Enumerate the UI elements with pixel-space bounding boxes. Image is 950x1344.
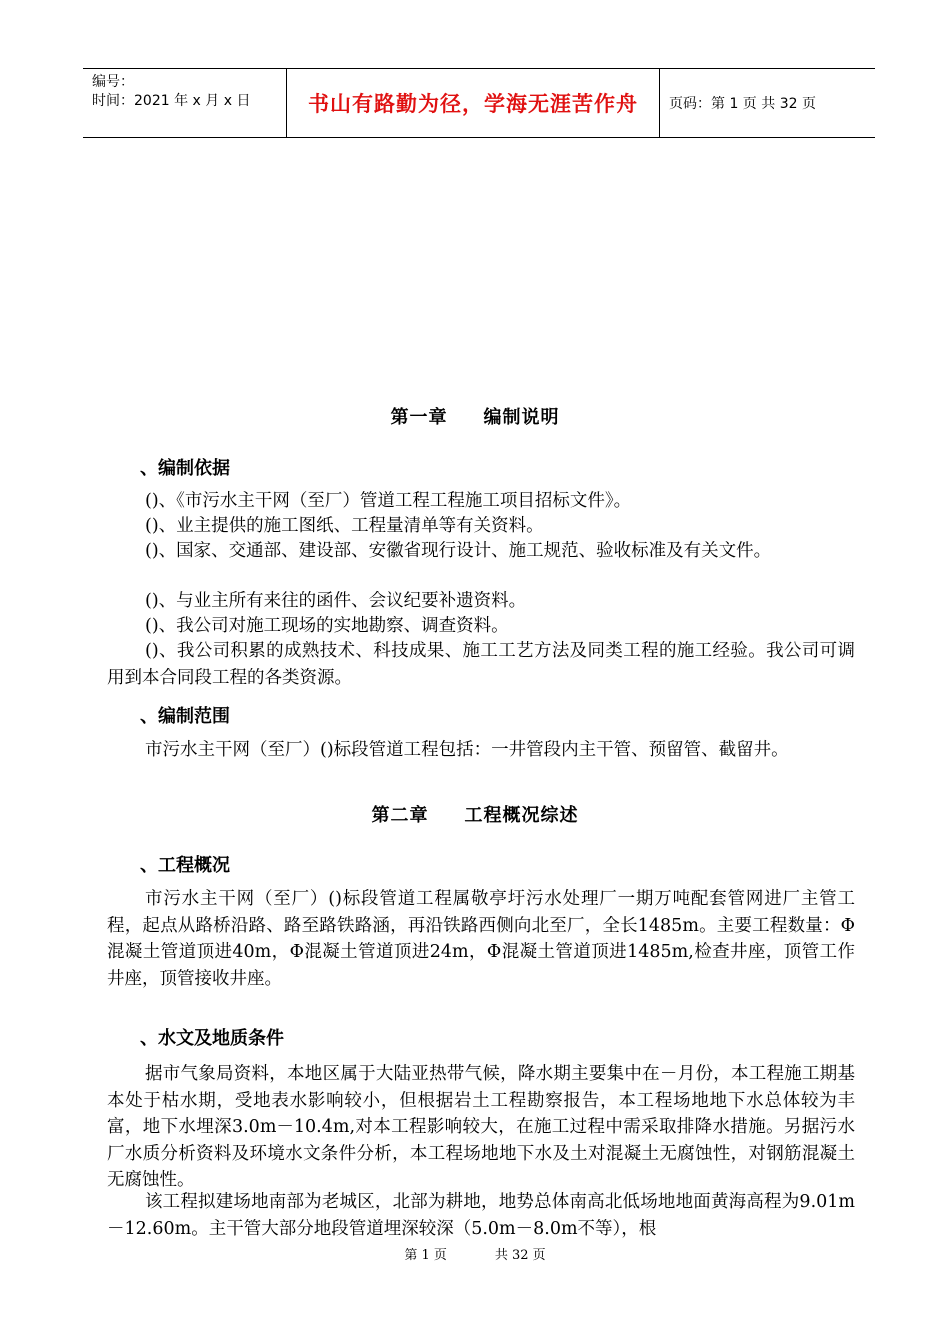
chapter-name: 编制说明 bbox=[483, 407, 560, 428]
section-heading: 、编制范围 bbox=[140, 706, 230, 727]
paragraph: 市污水主干网（至厂）()标段管道工程包括：一井管段内主干管、预留管、截留井。 bbox=[145, 740, 789, 760]
list-item: ()、与业主所有来往的函件、会议纪要补遗资料。 bbox=[145, 591, 527, 611]
time-label: 时间：2021 年 x 月 x 日 bbox=[92, 93, 251, 109]
header-meta bbox=[83, 69, 285, 137]
paragraph: 市污水主干网（至厂）()标段管道工程属敬亭圩污水处理厂一期万吨配套管网进厂主管工程，起点从路桥沿路、路至路铁路涵，再沿铁路西侧向北至厂，全长1485m。主要工程数量：Φ混凝土管道顶进40m，Φ混凝土管道顶进24m，Φ混凝土管道顶进1485m,检查井座，顶管工作井座，顶管接收井座。 bbox=[107, 889, 855, 989]
list-item: ()、《市污水主干网（至厂）管道工程工程施工项目招标文件》。 bbox=[145, 491, 632, 511]
chapter-name: 工程概况综述 bbox=[464, 805, 579, 826]
header-divider bbox=[659, 69, 660, 137]
list-item: ()、我公司对施工现场的实地勘察、调查资料。 bbox=[145, 616, 509, 636]
section-heading: 、工程概况 bbox=[140, 855, 230, 876]
header-motto: 书山有路勤为径，学海无涯苦作舟 bbox=[308, 92, 638, 116]
chapter-2-title bbox=[0, 801, 950, 827]
page-header bbox=[83, 68, 875, 138]
header-page-info: 页码：第 1 页 共 32 页 bbox=[669, 96, 816, 112]
section-heading: 、水文及地质条件 bbox=[140, 1028, 284, 1049]
paragraph: 该工程拟建场地南部为老城区，北部为耕地，地势总体南高北低场地地面黄海高程为9.01m－12.60m。主干管大部分地段管道埋深较深（5.0m－8.0m不等），根 bbox=[107, 1192, 855, 1239]
paragraph: 据市气象局资料，本地区属于大陆亚热带气候，降水期主要集中在－月份，本工程施工期基本处于枯水期，受地表水影响较小，但根据岩土工程勘察报告，本工程场地地下水总体较为丰富，地下水埋深3.0m－10.4m,对本工程影响较大，在施工过程中需采取排降水措施。另据污水厂水质分析资料及环境水文条件分析，本工程场地地下水及土对混凝土无腐蚀性，对钢筋混凝土无腐蚀性。 bbox=[107, 1064, 855, 1190]
section-heading: 、编制依据 bbox=[140, 458, 230, 479]
number-label: 编号： bbox=[92, 74, 134, 90]
footer-total: 共 32 页 bbox=[494, 1248, 546, 1263]
chapter-1-title bbox=[0, 403, 950, 429]
list-item: ()、国家、交通部、建设部、安徽省现行设计、施工规范、验收标准及有关文件。 bbox=[145, 541, 772, 561]
list-item: ()、业主提供的施工图纸、工程量清单等有关资料。 bbox=[145, 516, 544, 536]
list-item: ()、我公司积累的成熟技术、科技成果、施工工艺方法及同类工程的施工经验。我公司可调用到本合同段工程的各类资源。 bbox=[107, 641, 855, 688]
chapter-number: 第二章 bbox=[371, 805, 429, 826]
footer-page: 第 1 页 bbox=[404, 1248, 447, 1263]
chapter-number: 第一章 bbox=[390, 407, 448, 428]
page-footer bbox=[0, 1244, 950, 1263]
